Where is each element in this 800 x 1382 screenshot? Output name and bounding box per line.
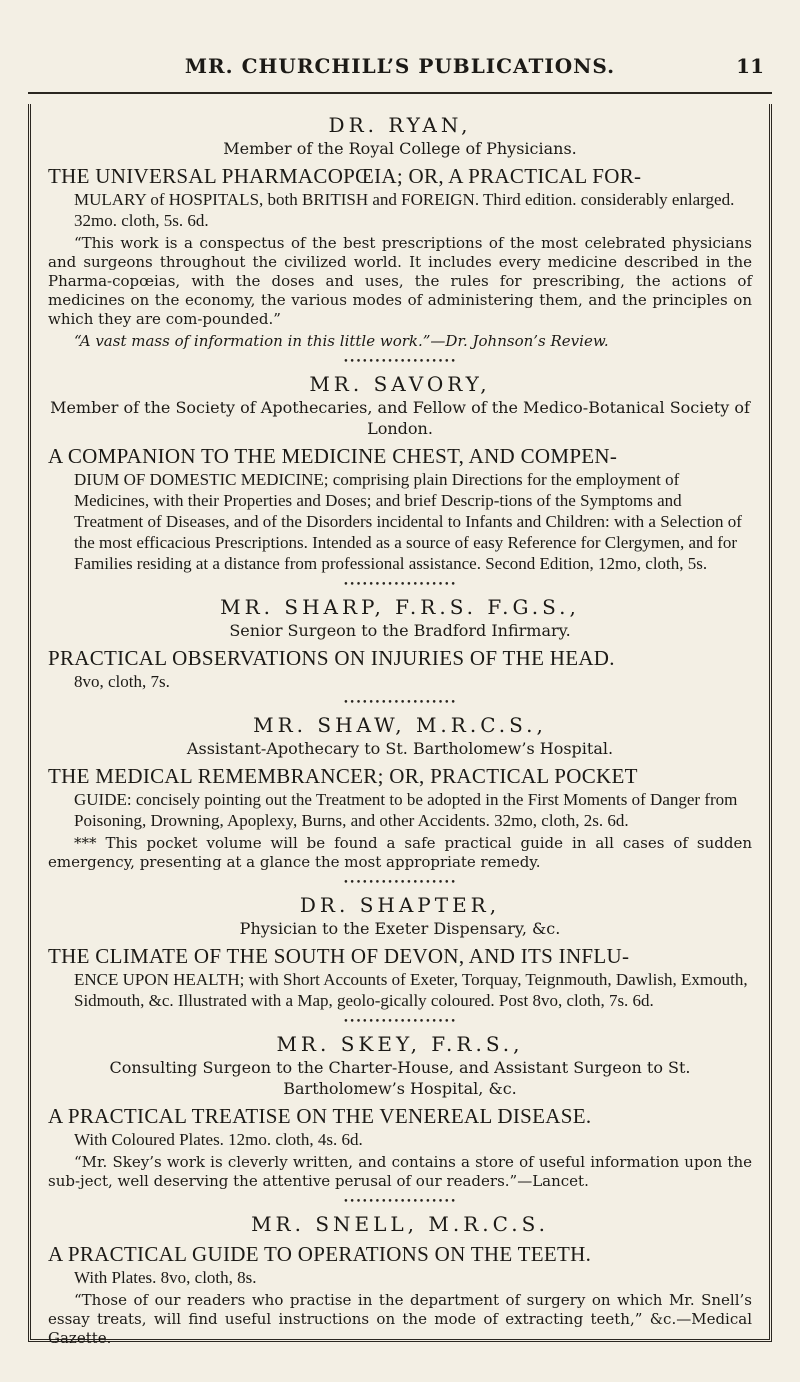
- header-rule: [28, 92, 772, 94]
- book-title: THE MEDICAL REMEMBRANCER; OR, PRACTICAL POCKET: [48, 764, 638, 788]
- author-role: Assistant-Apothecary to St. Bartholomew’s Hospital.: [186, 739, 614, 758]
- book-details: With Plates. 8vo, cloth, 8s.: [74, 1268, 257, 1287]
- author-role: Member of the Royal College of Physicians.: [223, 139, 577, 158]
- review-quote: “Mr. Skey’s work is cleverly written, and contains a store of useful information upon the sub-ject, well deserving the attentive perusal of our readers.”—Lancet.: [48, 1153, 752, 1190]
- author-name: DR. SHAPTER,: [299, 893, 501, 917]
- author-role: Physician to the Exeter Dispensary, &c.: [239, 919, 561, 938]
- review-quote: “This work is a conspectus of the best prescriptions of the most celebrated physicians and surgeons throughout the civilized world. It includes every medicine described in the Pharma-copœias, with the doses and uses, the rules for prescribing, the actions of medicines on the economy, the various modes of administering them, and the principles on which they are com-pounded.”: [48, 234, 752, 328]
- entry-shapter: [48, 892, 752, 1011]
- divider-ornament: ••••••••••••••••••: [343, 1197, 457, 1207]
- book-note: *** This pocket volume will be found a safe practical guide in all cases of sudden emergency, presenting at a glance the most appropriate remedy.: [48, 834, 752, 871]
- review-quote: “Those of our readers who practise in the department of surgery on which Mr. Snell’s essay treats, will find useful instructions on the mode of extracting teeth,” &c.—Medical Gazette.: [48, 1291, 752, 1347]
- author-name: MR. SAVORY,: [309, 372, 491, 396]
- divider-ornament: ••••••••••••••••••: [343, 1017, 457, 1027]
- book-details: With Coloured Plates. 12mo. cloth, 4s. 6d.: [74, 1130, 363, 1149]
- review-quote-2: “A vast mass of information in this little work.”—Dr. Johnson’s Review.: [74, 332, 609, 350]
- entry-sharp: [48, 594, 752, 692]
- divider-ornament: ••••••••••••••••••: [343, 878, 457, 888]
- book-details: MULARY of HOSPITALS, both BRITISH and FOREIGN. Third edition. considerably enlarged. 32mo. cloth, 5s. 6d.: [74, 190, 735, 230]
- book-details: GUIDE: concisely pointing out the Treatment to be adopted in the First Moments of Danger from Poisoning, Drowning, Apoplexy, Burns, and other Accidents. 32mo, cloth, 2s. 6d.: [74, 790, 738, 830]
- book-details: ENCE UPON HEALTH; with Short Accounts of Exeter, Torquay, Teignmouth, Dawlish, Exmouth, Sidmouth, &c. Illustrated with a Map, geolo-gically coloured. Post 8vo, cloth, 7s. 6d.: [74, 970, 748, 1010]
- author-name: MR. SNELL, M.R.C.S.: [251, 1212, 549, 1236]
- catalogue-content: [48, 112, 752, 1352]
- book-details: 8vo, cloth, 7s.: [74, 672, 170, 691]
- page-number: 11: [736, 54, 764, 78]
- author-name: MR. SKEY, F.R.S.,: [276, 1032, 524, 1056]
- running-title: MR. CHURCHILL’S PUBLICATIONS.: [184, 54, 616, 78]
- divider-ornament: ••••••••••••••••••: [343, 580, 457, 590]
- entry-ryan: [48, 112, 752, 351]
- book-title: A COMPANION TO THE MEDICINE CHEST, AND COMPEN-: [48, 444, 618, 468]
- book-details: DIUM OF DOMESTIC MEDICINE; comprising plain Directions for the employment of Medicines, with their Properties and Doses; and brief Descrip-tions of the Symptoms and Treatment of Diseases, and of the Disorders incidental to Infants and Children: with a Selection of the most efficacious Prescriptions. Intended as a source of easy Reference for Clergymen, and for Families residing at a distance from professional assistance. Second Edition, 12mo, cloth, 5s.: [74, 470, 742, 573]
- author-name: MR. SHAW, M.R.C.S.,: [253, 713, 547, 737]
- entry-savory: [48, 371, 752, 574]
- book-title: A PRACTICAL GUIDE TO OPERATIONS ON THE TEETH.: [48, 1242, 592, 1266]
- author-role: Member of the Society of Apothecaries, and Fellow of the Medico-Botanical Society of London.: [50, 398, 750, 438]
- book-title: A PRACTICAL TREATISE ON THE VENEREAL DISEASE.: [48, 1104, 592, 1128]
- book-title: THE CLIMATE OF THE SOUTH OF DEVON, AND ITS INFLU-: [48, 944, 630, 968]
- entry-shaw: [48, 712, 752, 872]
- author-name: DR. RYAN,: [328, 113, 472, 137]
- entry-snell: [48, 1211, 752, 1348]
- author-name: MR. SHARP, F.R.S. F.G.S.,: [220, 595, 580, 619]
- page-header: [30, 54, 770, 86]
- author-role: Consulting Surgeon to the Charter-House, and Assistant Surgeon to St. Bartholomew’s Hospital, &c.: [109, 1058, 691, 1098]
- author-role: Senior Surgeon to the Bradford Infirmary.: [229, 621, 571, 640]
- book-title: THE UNIVERSAL PHARMACOPŒIA; OR, A PRACTICAL FOR-: [48, 164, 642, 188]
- divider-ornament: ••••••••••••••••••: [343, 357, 457, 367]
- divider-ornament: ••••••••••••••••••: [343, 698, 457, 708]
- entry-skey: [48, 1031, 752, 1191]
- book-title: PRACTICAL OBSERVATIONS ON INJURIES OF THE HEAD.: [48, 646, 615, 670]
